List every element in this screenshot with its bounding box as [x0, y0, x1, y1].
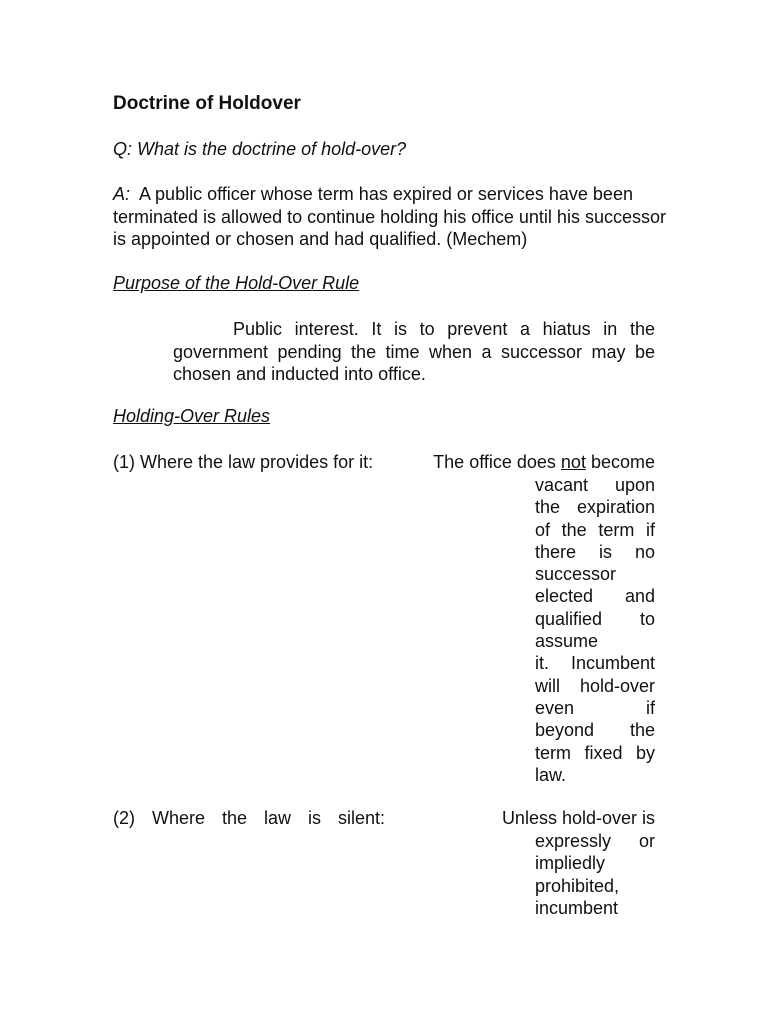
answer-paragraph — [113, 183, 673, 251]
rule2-line: expressly or — [535, 831, 655, 851]
rule2-first-line: Unless hold-over is — [501, 808, 655, 828]
rule1-line: the expiration — [535, 497, 655, 518]
page-title: Doctrine of Holdover — [113, 93, 301, 114]
rule1-line: vacant upon — [535, 475, 655, 495]
rule2-line: impliedly — [535, 853, 606, 874]
rule1-line: beyond the — [535, 720, 655, 741]
rule2-line: incumbent — [535, 897, 619, 918]
answer-text: A public officer whose term has expired or services have been terminated is allowed to continue holding his office until his successor is appointed or chosen and had qualified. (Mechem) — [113, 184, 666, 249]
question-text: Q: What is the doctrine of hold-over? — [113, 139, 407, 159]
rule1-line: term fixed by — [535, 742, 655, 763]
rule1-body — [535, 474, 655, 786]
rule1-line: assume — [535, 631, 599, 652]
rule1-line: there is no — [535, 541, 655, 562]
rule1-label: (1) Where the law provides for it: — [113, 452, 374, 472]
rule1-line: even if — [535, 697, 655, 718]
rules-heading: Holding-Over Rules — [113, 406, 271, 426]
rule1-line: of the term if — [535, 519, 655, 540]
rule1-first-post: become — [585, 452, 655, 472]
rule1-line: law. — [535, 764, 567, 785]
rule2-label: (2) Where the law is silent: — [113, 808, 385, 828]
rule1-line: will hold-over — [535, 675, 655, 696]
rule1-line: it. Incumbent — [535, 653, 655, 674]
rule1-line: successor — [535, 564, 617, 585]
rule1-first-underlined: not — [560, 452, 586, 472]
rule1-line: qualified to — [535, 608, 655, 629]
purpose-text: Public interest. It is to prevent a hiatus in the government pending the time when a successor may be chosen and inducted into office. — [173, 319, 655, 384]
purpose-heading: Purpose of the Hold-Over Rule — [113, 273, 360, 293]
rule1-line: elected and — [535, 586, 655, 607]
answer-label: A: — [113, 184, 131, 204]
rule1-first-line — [400, 452, 655, 473]
rule2-body — [535, 830, 655, 919]
rule2-line: prohibited, — [535, 875, 620, 896]
rule1-first-pre: The office does — [433, 452, 561, 472]
